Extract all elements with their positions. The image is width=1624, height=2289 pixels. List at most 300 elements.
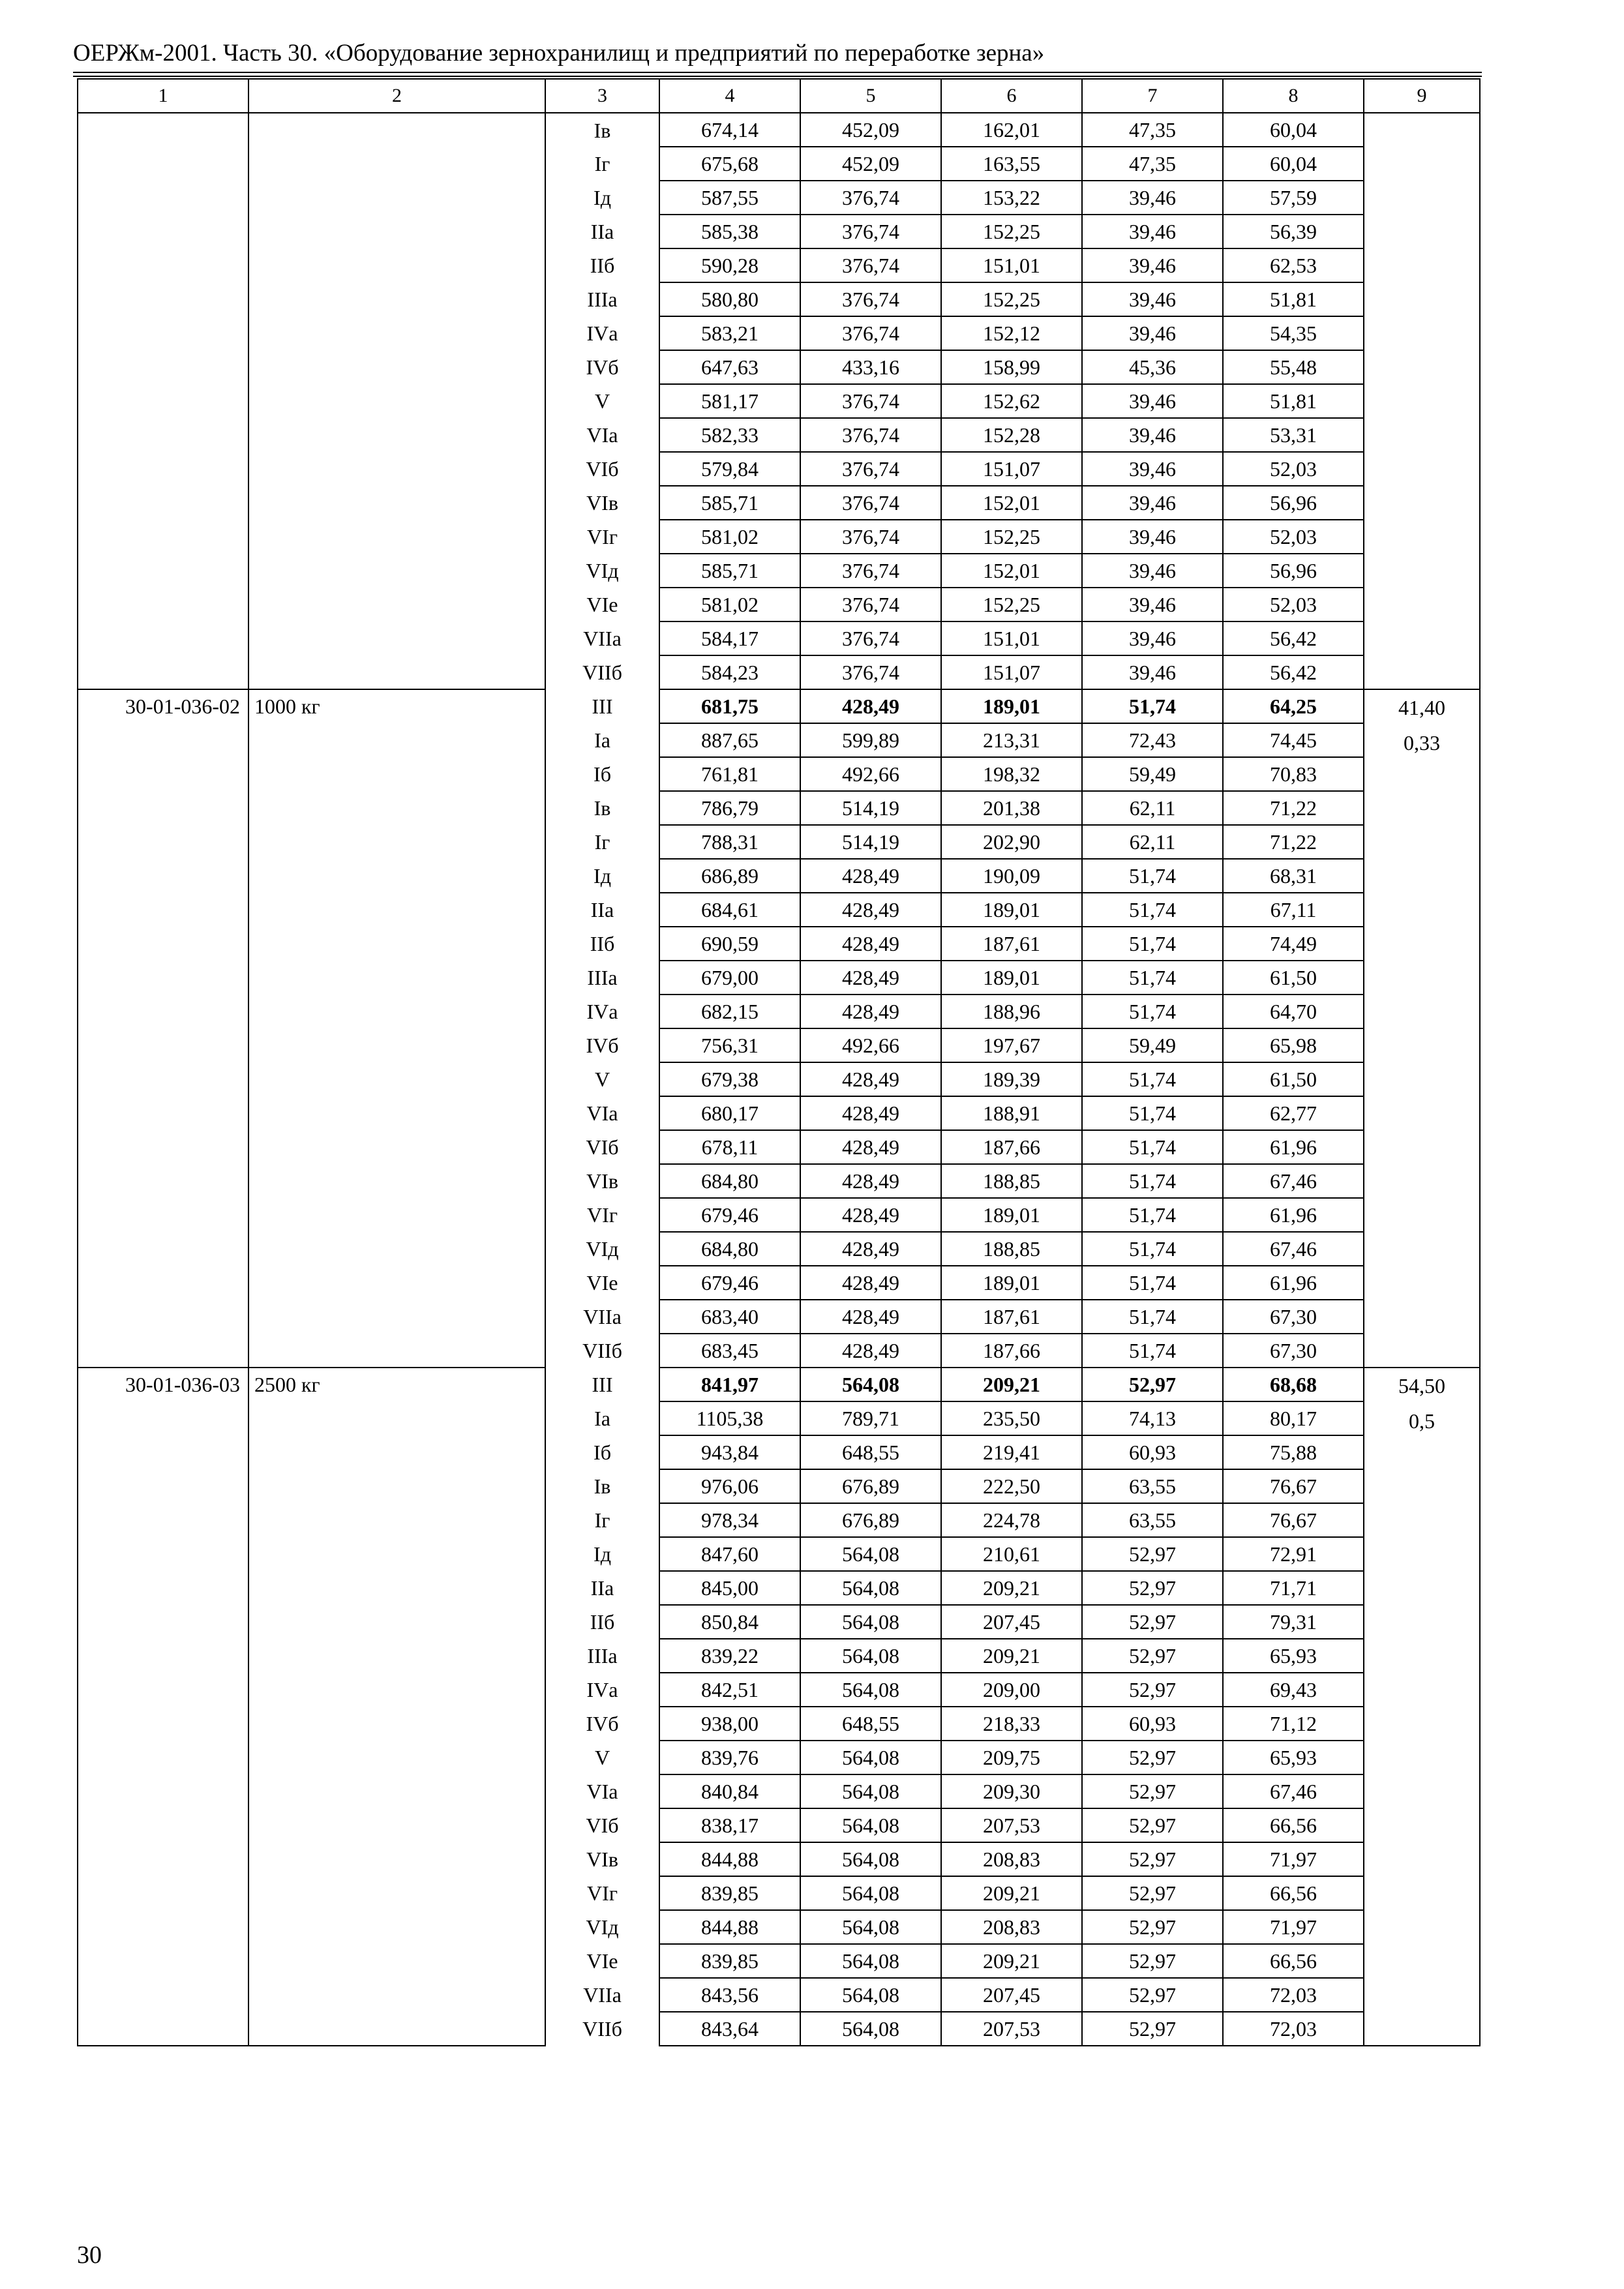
value-cell: 63,55 (1082, 1469, 1223, 1503)
value-cell: 428,49 (800, 1334, 941, 1368)
value-cell: 52,03 (1223, 588, 1364, 621)
value-cell: 74,45 (1223, 723, 1364, 757)
header-rule (73, 76, 1482, 77)
name-cell: 1000 кг (248, 689, 545, 1368)
value-cell: 564,08 (800, 1741, 941, 1774)
value-cell: 158,99 (941, 350, 1082, 384)
value-cell: 52,03 (1223, 452, 1364, 486)
category-cell: Iа (545, 723, 659, 757)
value-cell: 198,32 (941, 757, 1082, 791)
value-cell: 943,84 (659, 1435, 800, 1469)
category-cell: VIе (545, 1944, 659, 1978)
value-cell: 152,01 (941, 554, 1082, 588)
value-cell: 71,22 (1223, 825, 1364, 859)
value-cell: 51,74 (1082, 1198, 1223, 1232)
value-cell: 66,56 (1223, 1808, 1364, 1842)
value-cell: 188,85 (941, 1232, 1082, 1266)
category-cell: VIIб (545, 655, 659, 689)
value-cell: 564,08 (800, 1639, 941, 1673)
value-cell: 71,97 (1223, 1910, 1364, 1944)
value-cell: 39,46 (1082, 520, 1223, 554)
value-cell: 845,00 (659, 1571, 800, 1605)
value-cell: 686,89 (659, 859, 800, 893)
value-cell: 843,56 (659, 1978, 800, 2012)
value-cell: 590,28 (659, 248, 800, 282)
value-cell: 976,06 (659, 1469, 800, 1503)
category-cell: VIд (545, 554, 659, 588)
value-cell: 209,21 (941, 1571, 1082, 1605)
value-cell: 187,66 (941, 1130, 1082, 1164)
value-cell: 39,46 (1082, 418, 1223, 452)
value-cell: 55,48 (1223, 350, 1364, 384)
value-cell: 64,70 (1223, 995, 1364, 1028)
value-cell: 376,74 (800, 452, 941, 486)
category-cell: IIа (545, 893, 659, 927)
column-header: 8 (1223, 79, 1364, 113)
value-cell: 67,30 (1223, 1300, 1364, 1334)
value-cell: 39,46 (1082, 248, 1223, 282)
category-cell: IIIа (545, 1639, 659, 1673)
value-cell: 39,46 (1082, 655, 1223, 689)
value-cell: 514,19 (800, 791, 941, 825)
value-cell: 376,74 (800, 418, 941, 452)
value-cell: 428,49 (800, 1062, 941, 1096)
value-cell: 208,83 (941, 1842, 1082, 1876)
value-cell: 887,65 (659, 723, 800, 757)
table-body (78, 113, 1480, 2046)
category-cell: IIа (545, 1571, 659, 1605)
value-cell: 51,74 (1082, 689, 1223, 723)
value-cell: 59,49 (1082, 1028, 1223, 1062)
category-cell: Iб (545, 1435, 659, 1469)
value-cell: 51,74 (1082, 961, 1223, 995)
value-cell: 189,01 (941, 893, 1082, 927)
value-cell: 56,42 (1223, 621, 1364, 655)
value-cell: 839,76 (659, 1741, 800, 1774)
value-cell: 51,74 (1082, 1130, 1223, 1164)
value-cell: 39,46 (1082, 621, 1223, 655)
value-cell: 187,66 (941, 1334, 1082, 1368)
value-cell: 842,51 (659, 1673, 800, 1707)
value-cell: 376,74 (800, 486, 941, 520)
value-cell: 209,75 (941, 1741, 1082, 1774)
value-cell: 844,88 (659, 1910, 800, 1944)
value-cell: 65,93 (1223, 1741, 1364, 1774)
value-cell: 579,84 (659, 452, 800, 486)
value-cell: 67,11 (1223, 893, 1364, 927)
value-cell: 675,68 (659, 147, 800, 181)
value-cell: 839,22 (659, 1639, 800, 1673)
value-cell: 47,35 (1082, 147, 1223, 181)
value-cell: 679,46 (659, 1198, 800, 1232)
category-cell: VIа (545, 1774, 659, 1808)
value-cell: 585,71 (659, 486, 800, 520)
value-cell: 72,03 (1223, 2012, 1364, 2046)
value-cell: 376,74 (800, 621, 941, 655)
value-cell: 151,07 (941, 655, 1082, 689)
category-cell: Iв (545, 1469, 659, 1503)
value-cell: 188,96 (941, 995, 1082, 1028)
value-cell: 163,55 (941, 147, 1082, 181)
value-cell: 209,21 (941, 1639, 1082, 1673)
value-cell: 152,12 (941, 316, 1082, 350)
category-cell: VIв (545, 486, 659, 520)
category-cell: Iд (545, 181, 659, 215)
value-cell: 428,49 (800, 689, 941, 723)
value-cell: 39,46 (1082, 452, 1223, 486)
value-cell: 428,49 (800, 1300, 941, 1334)
category-cell: VIд (545, 1910, 659, 1944)
category-cell: VIIа (545, 1300, 659, 1334)
value-cell: 59,49 (1082, 757, 1223, 791)
value-cell: 428,49 (800, 927, 941, 961)
value-cell: 564,08 (800, 1910, 941, 1944)
value-cell: 202,90 (941, 825, 1082, 859)
value-cell: 492,66 (800, 757, 941, 791)
value-cell: 76,67 (1223, 1469, 1364, 1503)
value-cell: 843,64 (659, 2012, 800, 2046)
category-cell: III (545, 1368, 659, 1401)
value-cell: 39,46 (1082, 554, 1223, 588)
category-cell: VIв (545, 1842, 659, 1876)
value-cell: 51,74 (1082, 1096, 1223, 1130)
value-cell: 52,97 (1082, 1639, 1223, 1673)
category-cell: IIб (545, 248, 659, 282)
table-row (78, 689, 1480, 723)
value-cell: 71,97 (1223, 1842, 1364, 1876)
value-cell: 64,25 (1223, 689, 1364, 723)
category-cell: IIа (545, 215, 659, 248)
category-cell: IVб (545, 1028, 659, 1062)
value-cell: 376,74 (800, 655, 941, 689)
value-cell: 56,42 (1223, 655, 1364, 689)
value-cell: 39,46 (1082, 384, 1223, 418)
value-cell: 679,00 (659, 961, 800, 995)
column-header: 6 (941, 79, 1082, 113)
value-cell: 564,08 (800, 1368, 941, 1401)
category-cell: Iб (545, 757, 659, 791)
value-cell: 57,59 (1223, 181, 1364, 215)
value-cell: 208,83 (941, 1910, 1082, 1944)
value-cell: 51,74 (1082, 1300, 1223, 1334)
category-cell: IIб (545, 1605, 659, 1639)
category-cell: V (545, 1062, 659, 1096)
value-cell: 564,08 (800, 1571, 941, 1605)
value-cell: 66,56 (1223, 1944, 1364, 1978)
value-cell: 564,08 (800, 1876, 941, 1910)
value-cell: 79,31 (1223, 1605, 1364, 1639)
column-header: 4 (659, 79, 800, 113)
value-cell: 376,74 (800, 384, 941, 418)
value-cell: 60,93 (1082, 1435, 1223, 1469)
value-cell: 581,02 (659, 520, 800, 554)
value-cell: 53,31 (1223, 418, 1364, 452)
column9-cell (1364, 689, 1480, 1368)
value-cell: 54,35 (1223, 316, 1364, 350)
value-cell: 51,74 (1082, 859, 1223, 893)
page-number: 30 (77, 2241, 102, 2269)
value-cell: 52,97 (1082, 1368, 1223, 1401)
value-cell: 492,66 (800, 1028, 941, 1062)
value-cell: 850,84 (659, 1605, 800, 1639)
value-cell: 153,22 (941, 181, 1082, 215)
category-cell: IVа (545, 316, 659, 350)
value-cell: 207,53 (941, 1808, 1082, 1842)
value-cell: 564,08 (800, 1774, 941, 1808)
price-table (77, 78, 1481, 2046)
value-cell: 235,50 (941, 1401, 1082, 1435)
value-cell: 676,89 (800, 1503, 941, 1537)
value-cell: 840,84 (659, 1774, 800, 1808)
category-cell: Iа (545, 1401, 659, 1435)
value-cell: 679,46 (659, 1266, 800, 1300)
name-cell (248, 113, 545, 689)
value-cell: 428,49 (800, 1096, 941, 1130)
value-cell: 209,21 (941, 1944, 1082, 1978)
value-cell: 683,45 (659, 1334, 800, 1368)
value-cell: 564,08 (800, 2012, 941, 2046)
value-cell: 51,74 (1082, 893, 1223, 927)
value-cell: 51,74 (1082, 1164, 1223, 1198)
value-cell: 67,46 (1223, 1232, 1364, 1266)
value-cell: 152,01 (941, 486, 1082, 520)
value-cell: 71,22 (1223, 791, 1364, 825)
column-header: 2 (248, 79, 545, 113)
value-cell: 564,08 (800, 1673, 941, 1707)
table-row (78, 113, 1480, 147)
value-cell: 838,17 (659, 1808, 800, 1842)
value-cell: 189,01 (941, 689, 1082, 723)
value-cell: 452,09 (800, 113, 941, 147)
category-cell: VIIа (545, 1978, 659, 2012)
value-cell: 39,46 (1082, 588, 1223, 621)
value-cell: 52,97 (1082, 1673, 1223, 1707)
value-cell: 682,15 (659, 995, 800, 1028)
value-cell: 1105,38 (659, 1401, 800, 1435)
value-cell: 583,21 (659, 316, 800, 350)
category-cell: VIб (545, 452, 659, 486)
value-cell: 67,46 (1223, 1164, 1364, 1198)
value-cell: 72,43 (1082, 723, 1223, 757)
value-cell: 428,49 (800, 1164, 941, 1198)
value-cell: 376,74 (800, 520, 941, 554)
column-header: 5 (800, 79, 941, 113)
value-cell: 189,01 (941, 1198, 1082, 1232)
value-cell: 51,81 (1223, 384, 1364, 418)
value-cell: 580,80 (659, 282, 800, 316)
value-cell: 66,56 (1223, 1876, 1364, 1910)
value-cell: 189,01 (941, 961, 1082, 995)
value-cell: 209,21 (941, 1876, 1082, 1910)
value-cell: 76,67 (1223, 1503, 1364, 1537)
value-cell: 585,38 (659, 215, 800, 248)
value-cell: 376,74 (800, 215, 941, 248)
value-cell: 52,03 (1223, 520, 1364, 554)
category-cell: VIв (545, 1164, 659, 1198)
value-cell: 224,78 (941, 1503, 1082, 1537)
column9-value: 0,5 (1409, 1409, 1435, 1433)
value-cell: 52,97 (1082, 1876, 1223, 1910)
value-cell: 428,49 (800, 1266, 941, 1300)
value-cell: 452,09 (800, 147, 941, 181)
category-cell: VIа (545, 1096, 659, 1130)
value-cell: 680,17 (659, 1096, 800, 1130)
value-cell: 209,30 (941, 1774, 1082, 1808)
value-cell: 587,55 (659, 181, 800, 215)
column9-cell (1364, 113, 1480, 689)
value-cell: 584,23 (659, 655, 800, 689)
code-cell (78, 113, 248, 689)
value-cell: 761,81 (659, 757, 800, 791)
page-header: ОЕРЖм-2001. Часть 30. «Оборудование зернохранилищ и предприятий по переработке зерна» (73, 40, 1045, 67)
value-cell: 71,12 (1223, 1707, 1364, 1741)
value-cell: 52,97 (1082, 1978, 1223, 2012)
value-cell: 71,71 (1223, 1571, 1364, 1605)
value-cell: 564,08 (800, 1537, 941, 1571)
value-cell: 39,46 (1082, 282, 1223, 316)
value-cell: 67,46 (1223, 1774, 1364, 1808)
value-cell: 428,49 (800, 893, 941, 927)
value-cell: 189,01 (941, 1266, 1082, 1300)
category-cell: VIIб (545, 1334, 659, 1368)
value-cell: 433,16 (800, 350, 941, 384)
value-cell: 213,31 (941, 723, 1082, 757)
value-cell: 647,63 (659, 350, 800, 384)
value-cell: 674,14 (659, 113, 800, 147)
column-header: 9 (1364, 79, 1480, 113)
table-row (78, 1368, 1480, 1401)
value-cell: 188,85 (941, 1164, 1082, 1198)
value-cell: 69,43 (1223, 1673, 1364, 1707)
value-cell: 56,96 (1223, 486, 1364, 520)
value-cell: 428,49 (800, 859, 941, 893)
value-cell: 219,41 (941, 1435, 1082, 1469)
value-cell: 428,49 (800, 961, 941, 995)
value-cell: 67,30 (1223, 1334, 1364, 1368)
value-cell: 60,04 (1223, 147, 1364, 181)
value-cell: 648,55 (800, 1435, 941, 1469)
value-cell: 690,59 (659, 927, 800, 961)
value-cell: 201,38 (941, 791, 1082, 825)
category-cell: IVб (545, 350, 659, 384)
value-cell: 51,81 (1223, 282, 1364, 316)
value-cell: 68,31 (1223, 859, 1364, 893)
value-cell: 52,97 (1082, 1537, 1223, 1571)
value-cell: 428,49 (800, 995, 941, 1028)
value-cell: 52,97 (1082, 2012, 1223, 2046)
value-cell: 679,38 (659, 1062, 800, 1096)
value-cell: 218,33 (941, 1707, 1082, 1741)
category-cell: VIб (545, 1130, 659, 1164)
value-cell: 60,04 (1223, 113, 1364, 147)
value-cell: 187,61 (941, 1300, 1082, 1334)
category-cell: Iв (545, 113, 659, 147)
value-cell: 62,77 (1223, 1096, 1364, 1130)
value-cell: 187,61 (941, 927, 1082, 961)
value-cell: 72,03 (1223, 1978, 1364, 2012)
column-header: 3 (545, 79, 659, 113)
value-cell: 564,08 (800, 1978, 941, 2012)
value-cell: 52,97 (1082, 1842, 1223, 1876)
value-cell: 564,08 (800, 1944, 941, 1978)
value-cell: 75,88 (1223, 1435, 1364, 1469)
value-cell: 376,74 (800, 588, 941, 621)
value-cell: 52,97 (1082, 1808, 1223, 1842)
value-cell: 152,25 (941, 520, 1082, 554)
value-cell: 376,74 (800, 316, 941, 350)
value-cell: 39,46 (1082, 181, 1223, 215)
value-cell: 514,19 (800, 825, 941, 859)
value-cell: 428,49 (800, 1232, 941, 1266)
value-cell: 209,21 (941, 1368, 1082, 1401)
value-cell: 428,49 (800, 1130, 941, 1164)
value-cell: 938,00 (659, 1707, 800, 1741)
value-cell: 584,17 (659, 621, 800, 655)
code-cell: 30-01-036-03 (78, 1368, 248, 2046)
value-cell: 978,34 (659, 1503, 800, 1537)
column-header: 7 (1082, 79, 1223, 113)
column9-value: 41,40 (1398, 696, 1445, 719)
category-cell: Iд (545, 1537, 659, 1571)
category-cell: VIг (545, 1198, 659, 1232)
value-cell: 52,97 (1082, 1774, 1223, 1808)
value-cell: 70,83 (1223, 757, 1364, 791)
value-cell: 582,33 (659, 418, 800, 452)
category-cell: IVа (545, 995, 659, 1028)
value-cell: 678,11 (659, 1130, 800, 1164)
value-cell: 839,85 (659, 1944, 800, 1978)
category-cell: Iг (545, 825, 659, 859)
value-cell: 788,31 (659, 825, 800, 859)
column-header: 1 (78, 79, 248, 113)
value-cell: 847,60 (659, 1537, 800, 1571)
value-cell: 676,89 (800, 1469, 941, 1503)
category-cell: IIIа (545, 961, 659, 995)
category-cell: Iд (545, 859, 659, 893)
column9-value: 54,50 (1398, 1374, 1445, 1398)
category-cell: VIIб (545, 2012, 659, 2046)
value-cell: 190,09 (941, 859, 1082, 893)
column9-cell (1364, 1368, 1480, 2046)
value-cell: 585,71 (659, 554, 800, 588)
value-cell: 189,39 (941, 1062, 1082, 1096)
value-cell: 684,61 (659, 893, 800, 927)
value-cell: 841,97 (659, 1368, 800, 1401)
value-cell: 68,68 (1223, 1368, 1364, 1401)
category-cell: VIа (545, 418, 659, 452)
value-cell: 74,13 (1082, 1401, 1223, 1435)
value-cell: 39,46 (1082, 486, 1223, 520)
value-cell: 51,74 (1082, 1334, 1223, 1368)
category-cell: III (545, 689, 659, 723)
value-cell: 681,75 (659, 689, 800, 723)
category-cell: IIIа (545, 282, 659, 316)
category-cell: Iг (545, 147, 659, 181)
value-cell: 581,02 (659, 588, 800, 621)
value-cell: 47,35 (1082, 113, 1223, 147)
value-cell: 599,89 (800, 723, 941, 757)
value-cell: 786,79 (659, 791, 800, 825)
value-cell: 151,01 (941, 248, 1082, 282)
column9-value: 0,33 (1404, 731, 1440, 755)
value-cell: 61,50 (1223, 1062, 1364, 1096)
value-cell: 844,88 (659, 1842, 800, 1876)
value-cell: 61,96 (1223, 1130, 1364, 1164)
value-cell: 52,97 (1082, 1910, 1223, 1944)
column-number-row (78, 79, 1480, 113)
value-cell: 39,46 (1082, 316, 1223, 350)
value-cell: 62,53 (1223, 248, 1364, 282)
